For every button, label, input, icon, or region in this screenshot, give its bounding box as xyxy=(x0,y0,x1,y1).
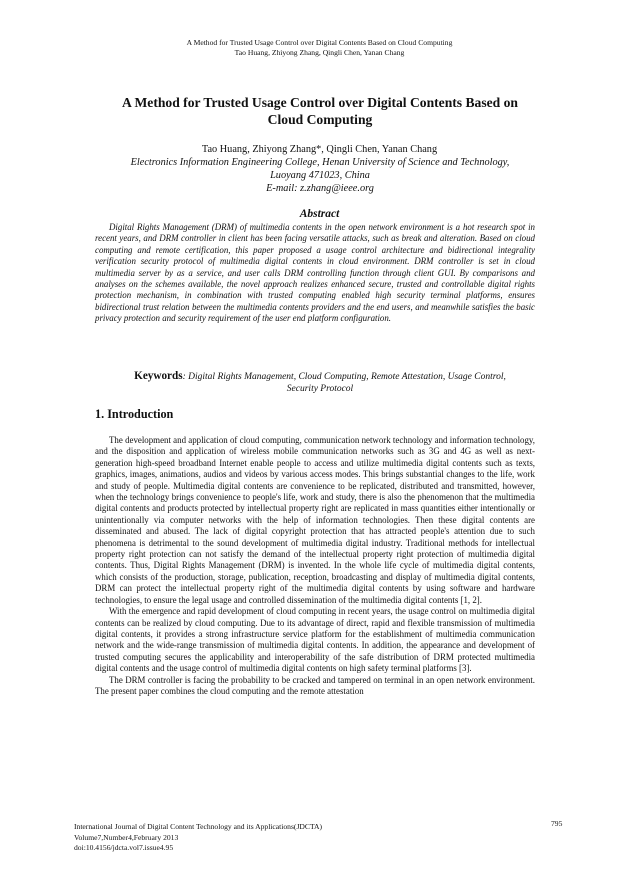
keywords-text-1: Digital Rights Management, Cloud Computing, Remote Attestation, Usage Control, xyxy=(188,372,506,382)
abstract-heading: Abstract xyxy=(299,208,340,220)
title-line-1: A Method for Trusted Usage Control over Digital Contents Based on xyxy=(122,95,518,110)
keywords-label: Keywords xyxy=(134,370,183,382)
body-paragraph: The DRM controller is facing the probability to be cracked and tampered on terminal in an open network environment. The present paper combines the cloud computing and the remote attestation xyxy=(95,674,535,696)
title-line-2: Cloud Computing xyxy=(267,111,373,127)
author-email: E-mail: z.zhang@ieee.org xyxy=(266,183,374,194)
page-number: 795 xyxy=(551,819,563,828)
body-paragraph: With the emergence and rapid development of cloud computing in recent years, the usage control on multimedia digital contents can be realized by cloud computing. Due to its advantage of direct, rapid and flexible transmission of multimedia digital contents, it provides a strong infrastructure service platform for the establishment of multimedia communication network and the wide-range transmission of multimedia digital contents. In addition, the appearance and development of trusted computing secures the applicability and interoperability of the safe distribution of DRM protected multimedia digital contents and the usage control of multimedia digital contents on high safety terminal platforms [3]. xyxy=(95,606,535,674)
affiliation-line-2: Luoyang 471023, China xyxy=(270,170,370,181)
footer-journal-name: International Journal of Digital Content Technology and its Applications(JDCTA) xyxy=(74,822,323,831)
running-head-authors: Tao Huang, Zhiyong Zhang, Qingli Chen, Yanan Chang xyxy=(234,48,405,57)
journal-footer xyxy=(74,822,322,854)
body-paragraph: The development and application of cloud computing, communication network technology and information technology, and the disposition and application of wireless mobile communication networks such as 3G and 4G as well as next-generation high-speed broadband Internet enable people to access and utilize multimedia digital contents such as texts, graphics, images, animations, audios and videos by various access modes. This brings substantial changes to the life, work and study of people. Multimedia digital contents are convenience to be replicated, distributed and transmitted, however, when the technology brings convenience to people's life, work and study, there is also the phenomenon that the multimedia digital contents and products protected by intellectual property right are replicated in mass quantities either intentionally or unintentionally via computer networks with the help of information technologies. Then these digital contents are disseminated and abused. The lack of digital copyright protection that has attracted people's attention due to such phenomena is detrimental to the sound development of multimedia digital industry. Traditional methods for intellectual property right protection can not satisfy the demand of the intellectual property right protection of multimedia digital contents. Thus, Digital Rights Management (DRM) is invented. In the whole life cycle of multimedia digital contents, which consists of the production, storage, publication, reception, broadcasting and display of multimedia digital contents, DRM can protect the intellectual property right of the multimedia digital contents by using software and hardware technologies, to ensure the legal usage and controlled dissemination of the multimedia digital contents [1, 2]. xyxy=(95,435,535,605)
footer-doi: doi:10.4156/jdcta.vol7.issue4.95 xyxy=(74,843,174,852)
keywords-text-2: Security Protocol xyxy=(286,384,354,394)
introduction-body xyxy=(95,435,535,697)
abstract-text: Digital Rights Management (DRM) of multimedia contents in the open network environment is a hot research spot in recent years, and DRM controller in client has been facing versatile attacks, such as break and alteration. Based on cloud computing and remote certification, this paper proposed a usage control architecture and bidirectional integrality verification security protocol of multimedia digital contents in cloud environment. DRM controller is set in cloud multimedia server by as a service, and user calls DRM controlling function through client GUI. By comparisons and analyses on the schemes available, the novel approach realizes enhanced secure, trusted and controllable digital rights protection mechanism, in combination with trusted computing enabled high security terminal platforms, ensures bidirectional trust relation between the multimedia contents providers and the end users, and meanwhile satisfies the basic privacy protection and security requirement of the user end platform configuration. xyxy=(95,222,535,324)
paper-title xyxy=(70,95,570,128)
section-heading-introduction: 1. Introduction xyxy=(95,407,174,421)
affiliation-line-1: Electronics Information Engineering College, Henan University of Science and Technology, xyxy=(130,157,510,168)
keywords-separator: : xyxy=(182,372,189,382)
keywords-block xyxy=(100,370,540,395)
author-list: Tao Huang, Zhiyong Zhang*, Qingli Chen, Yanan Chang xyxy=(201,144,438,155)
running-head-title: A Method for Trusted Usage Control over Digital Contents Based on Cloud Computing xyxy=(186,38,453,47)
footer-volume: Volume7,Number4,February 2013 xyxy=(74,832,179,842)
